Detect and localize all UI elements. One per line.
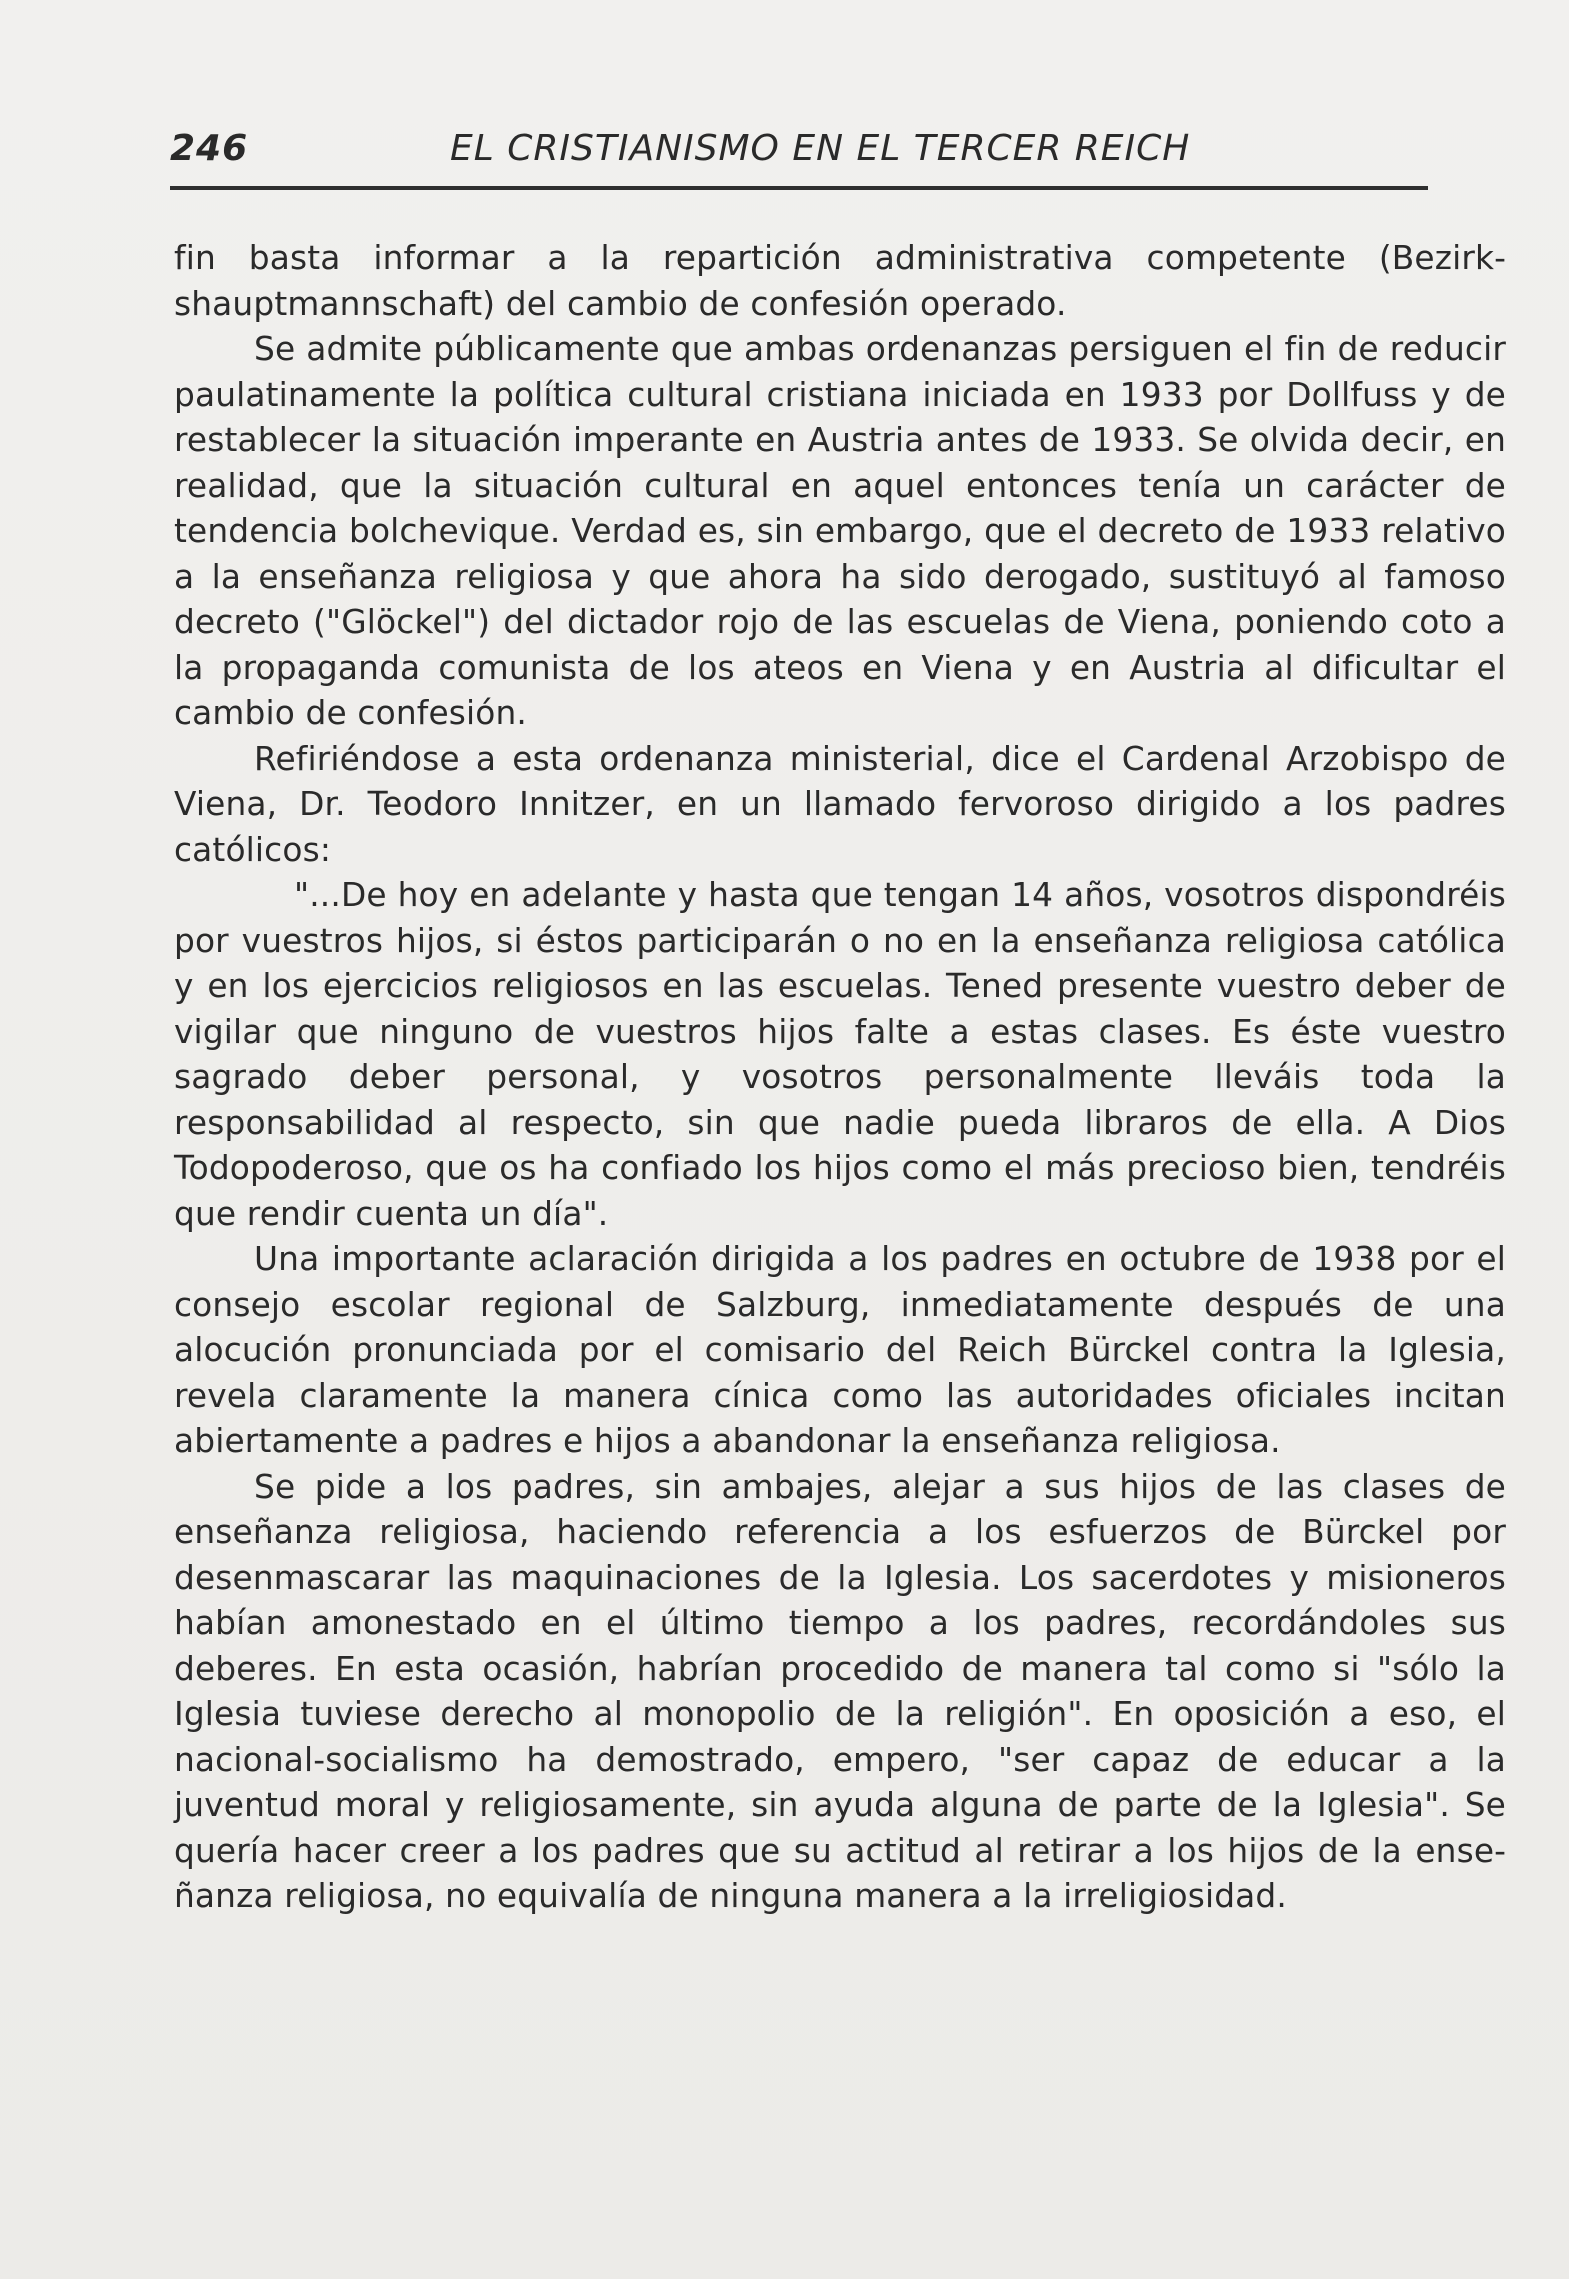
body-text	[174, 236, 1506, 1920]
paragraph-padres: Se pide a los padres, sin ambajes, alejar a sus hijos de las clases de enseñanza religiosa, haciendo referencia a los esfuerzos de Bürckel por desenmascarar las maquinaciones de la Iglesia. Los sacerdotes y misioneros habían amonestado en el último tiempo a los padres, recordándoles sus deberes. En esta ocasión, habrían procedido de manera tal como si "sólo la Iglesia tuviese derecho al monopolio de la religión". En oposición a eso, el nacional-socialismo ha demostrado, empero, "ser capaz de educar a la juventud moral y religiosamente, sin ayuda alguna de parte de la Iglesia". Se quería hacer creer a los padres que su actitud al retirar a los hijos de la enseñanza religiosa, no equivalía de ninguna manera a la irreligiosidad.	[174, 1467, 1506, 1915]
page-header	[170, 128, 1428, 186]
paragraph-quote: "...De hoy en adelante y hasta que tengan 14 años, vosotros dispondréis por vuestros hijos, si éstos participarán o no en la enseñanza religiosa católica y en los ejercicios religiosos en las escuelas. Tened presente vuestro deber de vigilar que ninguno de vuestros hijos falte a estas clases. Es éste vuestro sagrado deber personal, y vosotros personalmente lleváis toda la responsabilidad al respecto, sin que nadie pueda libraros de ella. A Dios Todopoderoso, que os ha confiado los hijos como el más precioso bien, tendréis que rendir cuenta un día".	[174, 876, 1506, 1233]
paragraph-cardenal: Refiriéndose a esta ordenanza ministerial, dice el Cardenal Arzobispo de Viena, Dr. Teodoro Innitzer, en un llamado fervoroso dirigido a los padres católicos:	[174, 739, 1506, 869]
header-rule	[170, 186, 1428, 190]
paragraph-ordenanzas: Se admite públicamente que ambas ordenanzas persiguen el fin de reducir paulatinamente la política cultural cristiana iniciada en 1933 por Dollfuss y de restablecer la situación imperante en Austria antes de 1933. Se olvida decir, en realidad, que la situación cultural en aquel entonces tenía un carácter de tendencia bolchevique. Verdad es, sin embargo, que el decreto de 1933 relativo a la enseñanza religiosa y que ahora ha sido derogado, sustituyó al famoso decreto ("Glöckel") del dictador rojo de las escuelas de Viena, poniendo coto a la propaganda comunista de los ateos en Viena y en Austria al dificultar el cambio de confesión.	[174, 330, 1506, 732]
paragraph-aclaracion: Una importante aclaración dirigida a los padres en octubre de 1938 por el consejo escolar regional de Salzburg, inmediatamente después de una alocución pronunciada por el comisario del Reich Bürckel contra la Iglesia, revela claramente la manera cínica como las autoridades oficiales incitan abiertamente a padres e hijos a abandonar la enseñanza religiosa.	[174, 1240, 1506, 1460]
running-title: EL CRISTIANISMO EN EL TERCER REICH	[450, 128, 1191, 169]
page-number: 246	[170, 128, 249, 169]
paragraph-continuation: fin basta informar a la repartición administrativa competente (Bezirkshauptmannschaft) del cambio de confesión operado.	[174, 239, 1506, 323]
